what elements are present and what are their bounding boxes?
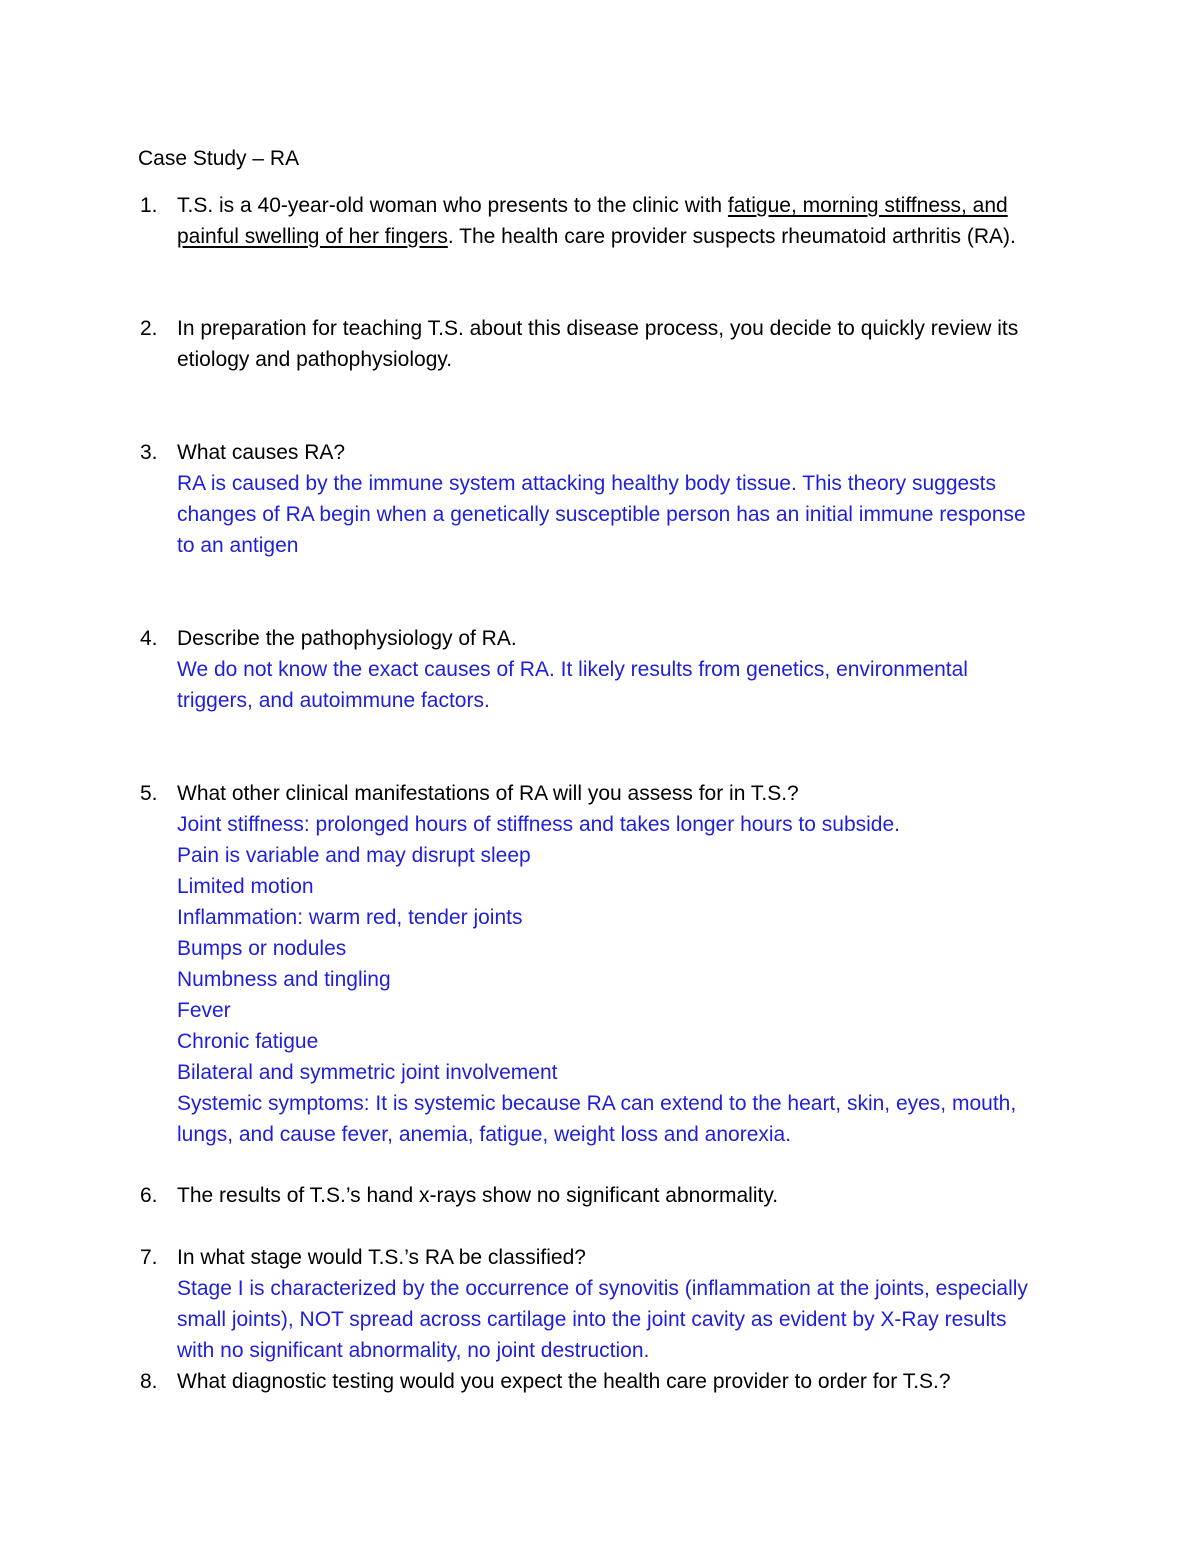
item-body [177,1242,1077,1366]
item-1-text-pre: T.S. is a 40-year-old woman who presents to the clinic with [177,194,728,217]
item-number: 1. [140,194,158,217]
item-1-underlined-symptoms-a: fatigue, morning stiffness, and [727,194,1008,217]
answer-line: Joint stiffness: prolonged hours of stiffness and takes longer hours to subside. [177,813,900,836]
item-number: 3. [140,441,158,464]
answer-line: to an antigen [177,534,299,557]
item-number: 5. [140,782,158,805]
item-number: 4. [140,627,158,650]
answer-line: Limited motion [177,875,314,898]
item-number: 8. [140,1370,158,1393]
answer-line: small joints), NOT spread across cartilage into the joint cavity as evident by X-Ray results [177,1308,1007,1331]
question-line: What causes RA? [177,441,346,464]
item-body [177,190,1077,252]
item-number: 6. [140,1184,158,1207]
item-body [177,623,1077,716]
item-1-underlined-symptoms-b: painful swelling of her fingers [177,225,448,248]
question-line: What other clinical manifestations of RA will you assess for in T.S.? [177,782,799,805]
question-line: In preparation for teaching T.S. about this disease process, you decide to quickly review its [177,317,1019,340]
answer-line: We do not know the exact causes of RA. It likely results from genetics, environmental [177,658,968,681]
answer-line: triggers, and autoimmune factors. [177,689,490,712]
answer-line: RA is caused by the immune system attacking healthy body tissue. This theory suggests [177,472,997,495]
answer-line: with no significant abnormality, no joint destruction. [177,1339,650,1362]
answer-line: changes of RA begin when a genetically susceptible person has an initial immune response [177,503,1026,526]
item-number: 2. [140,317,158,340]
item-1-text-post: . The health care provider suspects rheumatoid arthritis (RA). [447,225,1016,248]
question-line: The results of T.S.’s hand x-rays show no significant abnormality. [177,1184,779,1207]
item-body [177,1180,1077,1211]
answer-line: Inflammation: warm red, tender joints [177,906,523,929]
answer-line: Systemic symptoms: It is systemic because RA can extend to the heart, skin, eyes, mouth, [177,1092,1017,1115]
item-body [177,313,1077,375]
question-line: What diagnostic testing would you expect the health care provider to order for T.S.? [177,1370,951,1393]
question-line: Describe the pathophysiology of RA. [177,627,517,650]
document-title: Case Study – RA [138,147,300,170]
answer-line: Numbness and tingling [177,968,391,991]
item-body [177,1366,1077,1397]
item-1-line-1 [177,190,1077,221]
item-number: 7. [140,1246,158,1269]
item-body [177,778,1077,1150]
question-line: In what stage would T.S.’s RA be classified? [177,1246,586,1269]
answer-line: Stage I is characterized by the occurrence of synovitis (inflammation at the joints, especially [177,1277,1028,1300]
item-1-line-2 [177,221,1077,252]
question-line: etiology and pathophysiology. [177,348,453,371]
answer-line: Fever [177,999,231,1022]
answer-line: Bilateral and symmetric joint involvement [177,1061,558,1084]
answer-line: lungs, and cause fever, anemia, fatigue, weight loss and anorexia. [177,1123,792,1146]
item-body [177,437,1077,561]
answer-line: Pain is variable and may disrupt sleep [177,844,531,867]
answer-line: Chronic fatigue [177,1030,319,1053]
answer-line: Bumps or nodules [177,937,347,960]
